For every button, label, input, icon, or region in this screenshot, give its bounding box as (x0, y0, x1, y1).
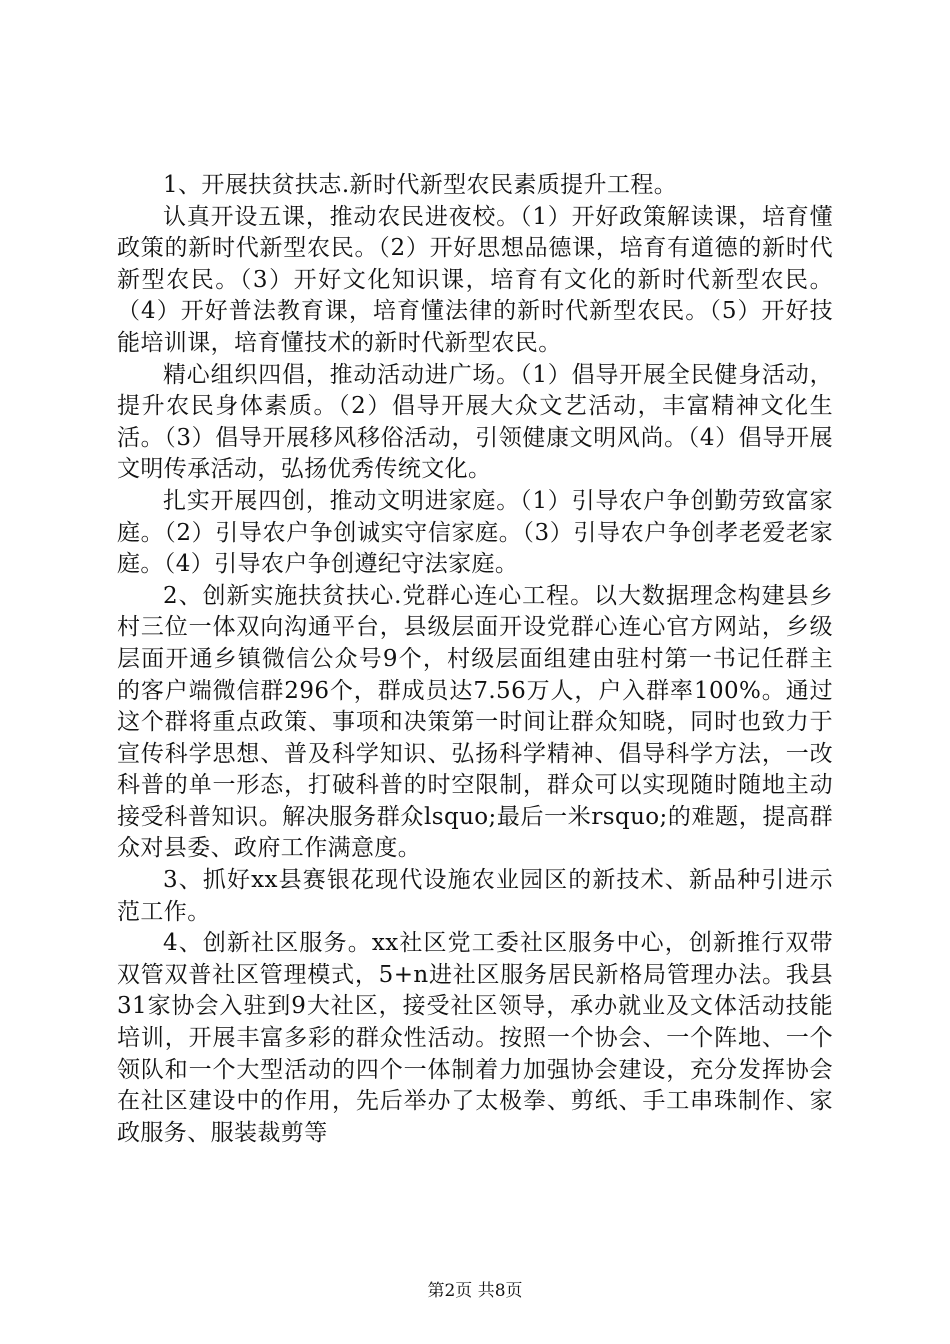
paragraph-7: 4、创新社区服务。xx社区党工委社区服务中心，创新推行双带双管双普社区管理模式，5+n进社区服务居民新格局管理办法。我县31家协会入驻到9大社区，接受社区领导，承办就业及文体活动技能培训，开展丰富多彩的群众性活动。按照一个协会、一个阵地、一个领队和一个大型活动的四个一体制着力加强协会建设，充分发挥协会在社区建设中的作用，先后举办了太极拳、剪纸、手工串珠制作、家政服务、服装裁剪等 (117, 930, 833, 1146)
document-body (117, 170, 833, 1149)
paragraph-4: 扎实开展四创，推动文明进家庭。（1）引导农户争创勤劳致富家庭。（2）引导农户争创诚实守信家庭。（3）引导农户争创孝老爱老家庭。（4）引导农户争创遵纪守法家庭。 (117, 487, 833, 578)
paragraph-5: 2、创新实施扶贫扶心.党群心连心工程。以大数据理念构建县乡村三位一体双向沟通平台，县级层面开设党群心连心官方网站，乡级层面开通乡镇微信公众号9个，村级层面组建由驻村第一书记任群主的客户端微信群296个，群成员达7.56万人，户入群率100%。通过这个群将重点政策、事项和决策第一时间让群众知晓，同时也致力于宣传科学思想、普及科学知识、弘扬科学精神、倡导科学方法，一改科普的单一形态，打破科普的时空限制，群众可以实现随时随地主动接受科普知识。解决服务群众lsquo;最后一米rsquo;的难题，提高群众对县委、政府工作满意度。 (117, 582, 833, 862)
paragraph-1: 1、开展扶贫扶志.新时代新型农民素质提升工程。 (163, 172, 678, 198)
paragraph-2: 认真开设五课，推动农民进夜校。（1）开好政策解读课，培育懂政策的新时代新型农民。（2）开好思想品德课，培育有道德的新时代新型农民。（3）开好文化知识课，培育有文化的新时代新型农民。（4）开好普法教育课，培育懂法律的新时代新型农民。（5）开好技能培训课，培育懂技术的新时代新型农民。 (117, 203, 833, 356)
paragraph-6: 3、抓好xx县赛银花现代设施农业园区的新技术、新品种引进示范工作。 (117, 867, 833, 925)
page-number-footer: 第2页 共8页 (427, 1281, 523, 1301)
paragraph-3: 精心组织四倡，推动活动进广场。（1）倡导开展全民健身活动，提升农民身体素质。（2）倡导开展大众文艺活动，丰富精神文化生活。（3）倡导开展移风移俗活动，引领健康文明风尚。（4）倡导开展文明传承活动，弘扬优秀传统文化。 (117, 361, 833, 483)
